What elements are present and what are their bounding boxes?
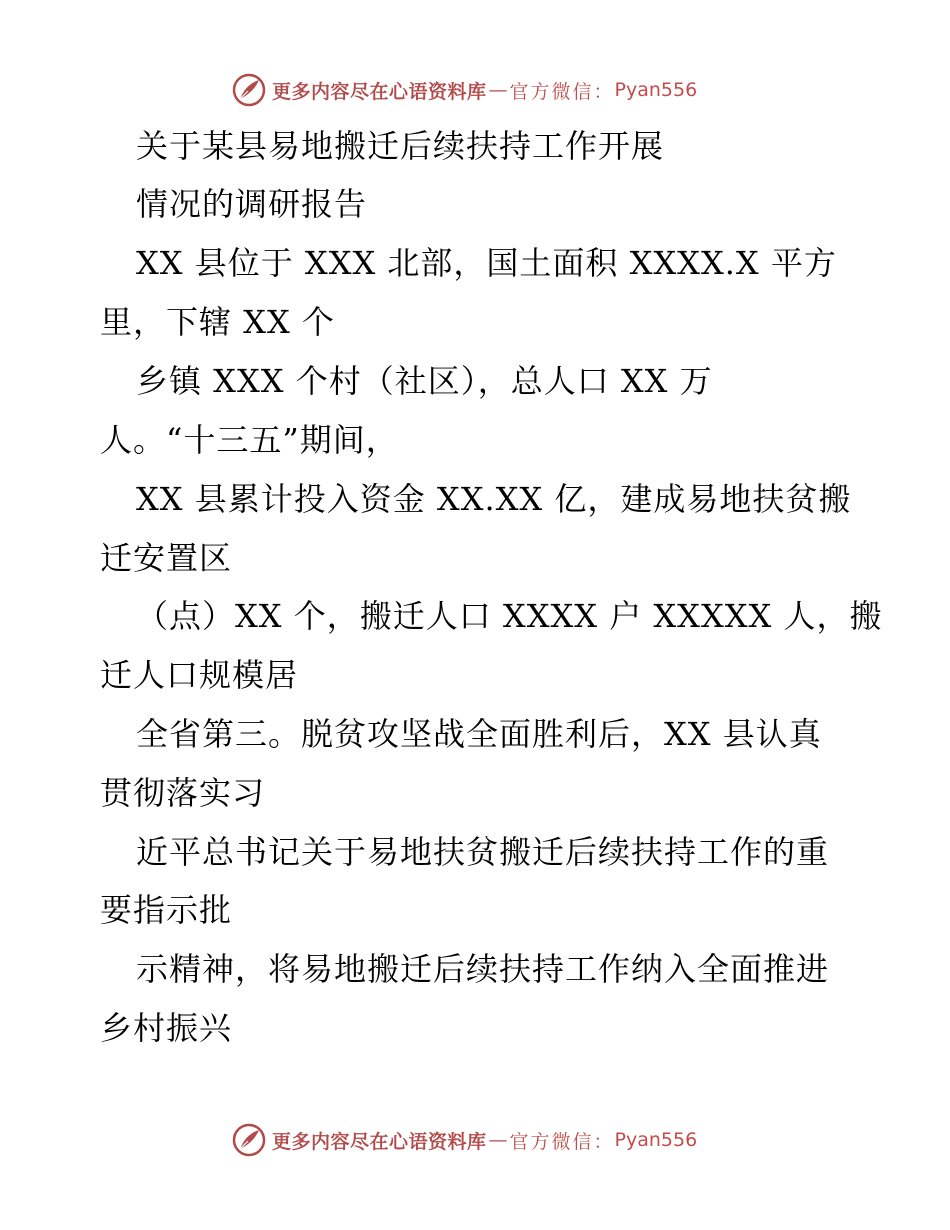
doc-text-line: 贯彻落实习 — [100, 774, 266, 812]
doc-text-line: 要指示批 — [100, 891, 233, 929]
doc-text-line: 里，下辖 XX 个 — [100, 303, 335, 341]
doc-text-line: 迁安置区 — [100, 539, 233, 577]
doc-title-line-1: 关于某县易地搬迁后续扶持工作开展 — [136, 127, 665, 165]
watermark-wechat-id: Pyan556 — [614, 1129, 698, 1151]
watermark-dash: — — [488, 1129, 508, 1151]
watermark-footer — [232, 1120, 732, 1160]
doc-text-line: 乡镇 XXX 个村（社区），总人口 XX 万 — [136, 362, 713, 400]
watermark-wechat-label: 官方微信： — [509, 1130, 615, 1153]
doc-text-line: 迁人口规模居 — [100, 656, 299, 694]
watermark-wechat-id: Pyan556 — [614, 79, 698, 101]
watermark-text: 更多内容尽在心语资料库 — [272, 1130, 487, 1153]
doc-text-line: 示精神，将易地搬迁后续扶持工作纳入全面推进 — [136, 950, 830, 988]
watermark-dash: — — [488, 79, 508, 101]
doc-title-line-2: 情况的调研报告 — [136, 185, 368, 223]
doc-text-line: （点）XX 个，搬迁人口 XXXX 户 XXXXX 人，搬 — [136, 597, 883, 635]
doc-text-line: 全省第三。脱贫攻坚战全面胜利后，XX 县认真 — [136, 715, 822, 753]
watermark-text: 更多内容尽在心语资料库 — [272, 80, 487, 103]
doc-text-line: 乡村振兴 — [100, 1009, 233, 1047]
doc-text-line: 人。“十三五”期间， — [100, 421, 399, 459]
doc-text-line: 近平总书记关于易地扶贫搬迁后续扶持工作的重 — [136, 833, 830, 871]
feather-pen-logo-icon — [232, 1123, 266, 1157]
watermark-wechat-label: 官方微信： — [509, 80, 615, 103]
doc-text-line: XX 县位于 XXX 北部，国土面积 XXXX.X 平方 — [136, 244, 837, 282]
doc-text-line: XX 县累计投入资金 XX.XX 亿，建成易地扶贫搬 — [136, 480, 852, 518]
